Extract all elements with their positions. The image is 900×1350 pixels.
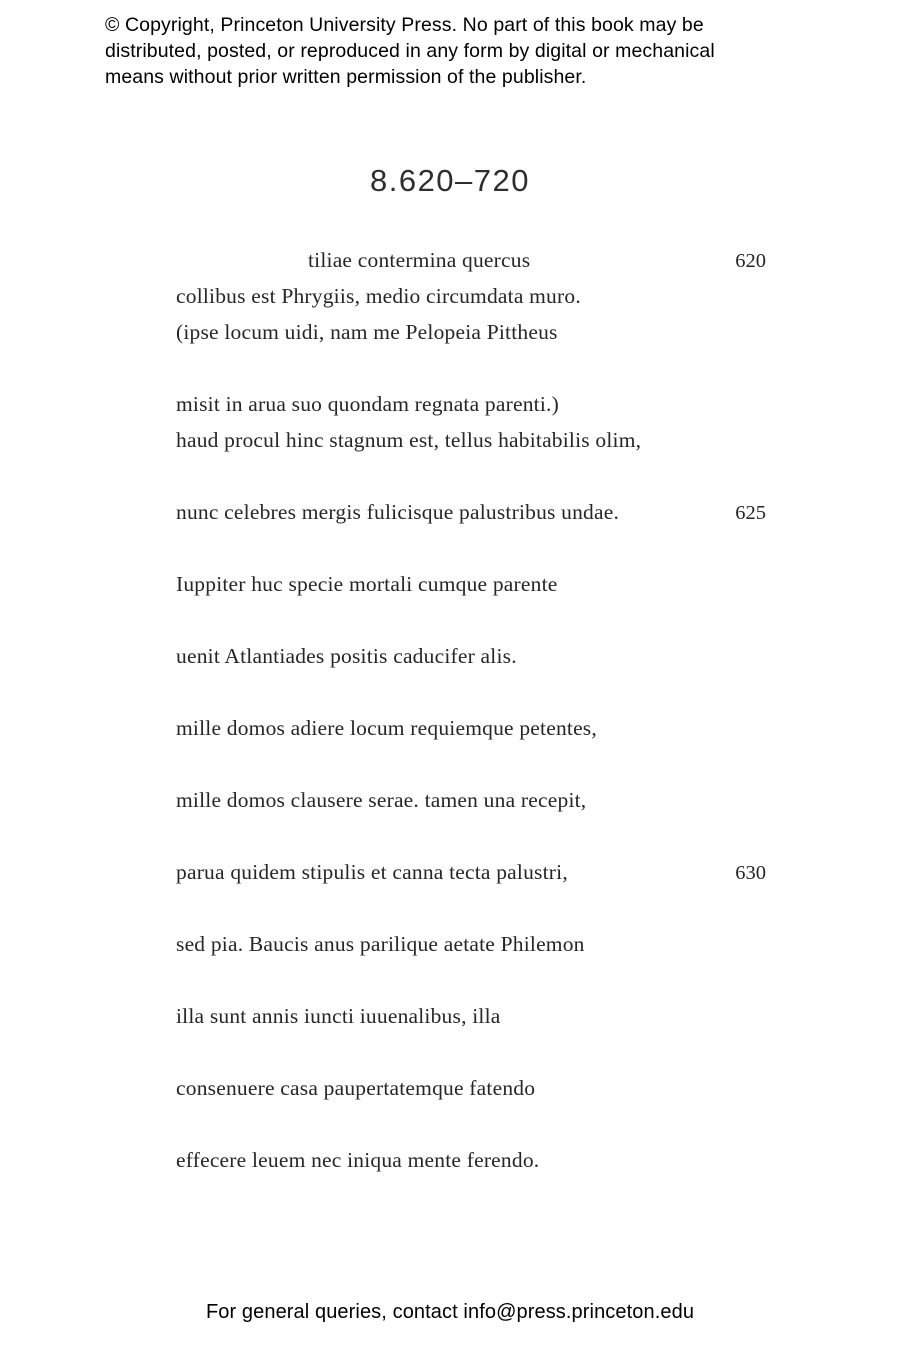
verse-block <box>176 242 766 1178</box>
verse-text: illa sunt annis iuncti iuuenalibus, illa <box>176 1004 501 1028</box>
verse-line <box>176 422 766 458</box>
verse-line <box>176 710 766 746</box>
verse-line <box>176 242 766 278</box>
verse-text: uenit Atlantiades positis caducifer alis. <box>176 644 517 668</box>
copyright-line: distributed, posted, or reproduced in any form by digital or mechanical <box>105 40 715 62</box>
verse-line <box>176 1070 766 1106</box>
line-number: 620 <box>735 250 766 272</box>
line-number: 625 <box>735 502 766 524</box>
verse-line <box>176 1142 766 1178</box>
verse-line <box>176 278 766 314</box>
verse-line <box>176 926 766 962</box>
verse-text: effecere leuem nec iniqua mente ferendo. <box>176 1148 540 1172</box>
verse-line <box>176 854 766 890</box>
line-number: 630 <box>735 862 766 884</box>
verse-text: mille domos adiere locum requiemque petentes, <box>176 716 597 740</box>
verse-line <box>176 638 766 674</box>
verse-text: (ipse locum uidi, nam me Pelopeia Pittheus <box>176 320 558 344</box>
verse-text: consenuere casa paupertatemque fatendo <box>176 1076 536 1100</box>
verse-line <box>176 998 766 1034</box>
verse-text: misit in arua suo quondam regnata parenti.) <box>176 392 559 416</box>
verse-text: parua quidem stipulis et canna tecta palustri, <box>176 860 568 884</box>
copyright-line: means without prior written permission of the publisher. <box>105 66 587 88</box>
verse-text: collibus est Phrygiis, medio circumdata muro. <box>176 284 581 308</box>
footer-queries: For general queries, contact info@press.princeton.edu <box>205 1301 695 1323</box>
verse-line <box>176 386 766 422</box>
verse-text: mille domos clausere serae. tamen una recepit, <box>176 788 587 812</box>
verse-line <box>176 314 766 350</box>
verse-text: nunc celebres mergis fulicisque palustribus undae. <box>176 500 620 524</box>
verse-line <box>176 782 766 818</box>
page-title: 8.620–720 <box>369 163 531 198</box>
verse-text: tiliae contermina quercus <box>308 248 531 272</box>
verse-text: Iuppiter huc specie mortali cumque parente <box>176 572 558 596</box>
verse-line <box>176 566 766 602</box>
verse-text: sed pia. Baucis anus parilique aetate Philemon <box>176 932 585 956</box>
copyright-notice <box>105 12 715 90</box>
verse-text: haud procul hinc stagnum est, tellus habitabilis olim, <box>176 428 642 452</box>
copyright-line: © Copyright, Princeton University Press. No part of this book may be <box>105 14 704 36</box>
verse-line <box>176 494 766 530</box>
